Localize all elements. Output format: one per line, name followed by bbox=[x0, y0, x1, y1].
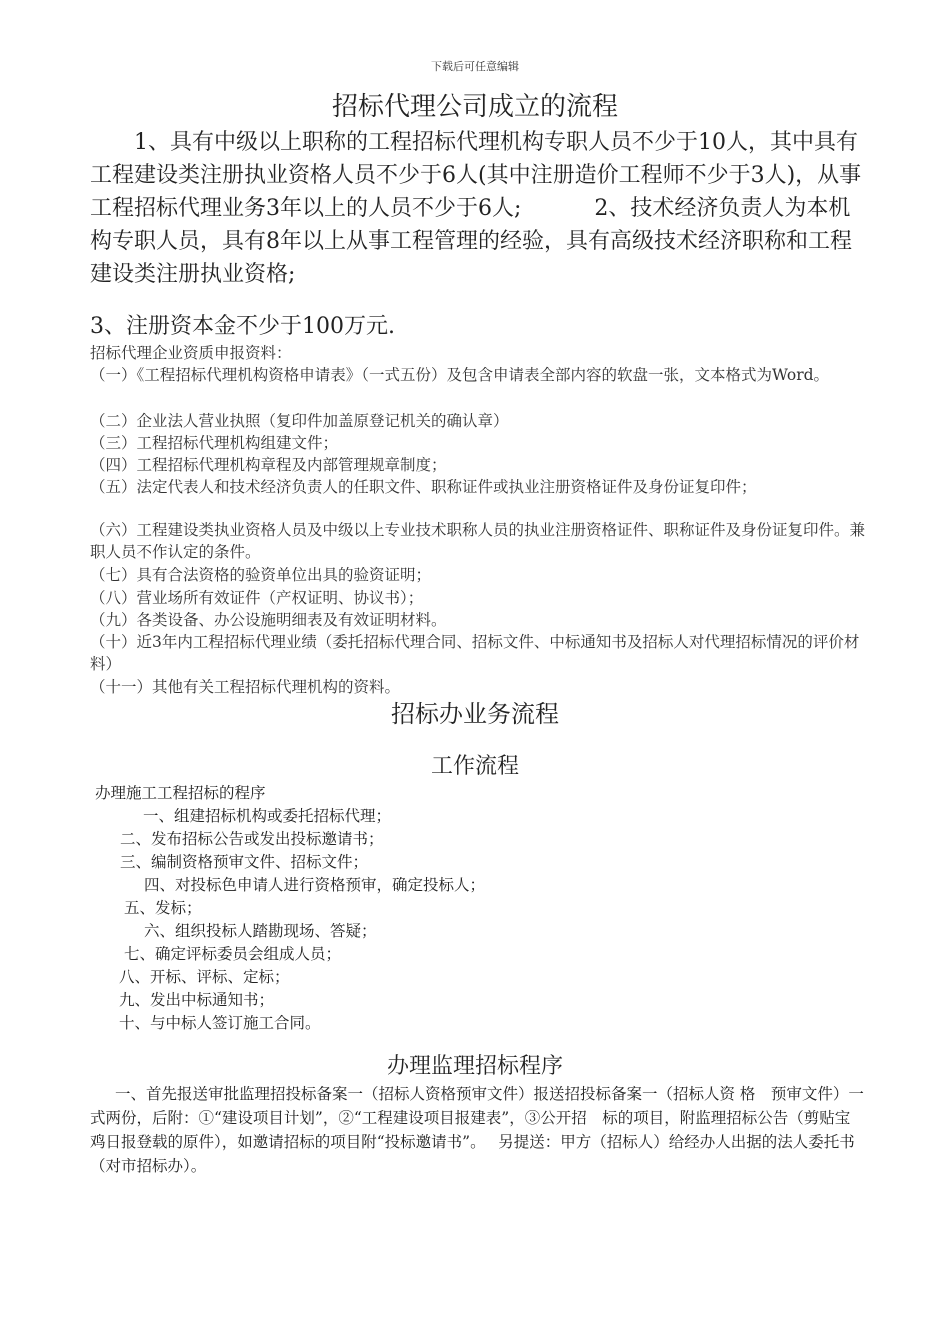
procedure-step: 四、对投标色申请人进行资格预审，确定投标人； bbox=[144, 876, 486, 894]
procedure-step: 六、组织投标人踏勘现场、答疑； bbox=[144, 922, 377, 940]
procedure-step: 五、发标； bbox=[124, 899, 202, 917]
materials-item: （十）近3年内工程招标代理业绩（委托招标代理合同、招标文件、中标通知书及招标人对代理招标情况的评价材料） bbox=[90, 633, 860, 673]
procedure-step: 十、与中标人签订施工合同。 bbox=[119, 1014, 321, 1032]
supervision-paragraph: 一、首先报送审批监理招投标备案一（招标人资格预审文件）报送招投标备案一（招标人资 格 预审文件）一式两份，后附：①“建设项目计划”，②“工程建设项目报建表”，③公开招 标的项目，附监理招标公告（剪贴宝鸡日报登载的原件），如邀请招标的项目附“投标邀请书”。 另提送：甲方（招标人）给经办人出据的法人委托书（对市招标办）。 bbox=[90, 1085, 864, 1175]
section-title-bidding-office: 招标办业务流程 bbox=[391, 700, 559, 728]
materials-item: （九）各类设备、办公设施明细表及有效证明材料。 bbox=[90, 611, 447, 629]
requirement-capital: 3、注册资本金不少于100万元. bbox=[90, 314, 395, 339]
materials-item: （一）《工程招标代理机构资格申请表》（一式五份）及包含申请表全部内容的软盘一张，文本格式为Word。 bbox=[90, 366, 830, 384]
section-title-supervision: 办理监理招标程序 bbox=[386, 1054, 563, 1079]
header-note: 下载后可任意编辑 bbox=[431, 60, 519, 73]
procedure-step: 七、确定评标委员会组成人员； bbox=[124, 945, 342, 963]
procedure-heading: 办理施工工程招标的程序 bbox=[95, 784, 266, 802]
materials-item: （十一）其他有关工程招标代理机构的资料。 bbox=[90, 678, 401, 696]
materials-item: （六）工程建设类执业资格人员及中级以上专业技术职称人员的执业注册资格证件、职称证件及身份证复印件。兼职人员不作认定的条件。 bbox=[90, 521, 866, 561]
requirements-paragraph: 1、具有中级以上职称的工程招标代理机构专职人员不少于10人，其中具有工程建设类注册执业资格人员不少于6人(其中注册造价工程师不少于3人)，从事工程招标代理业务3年以上的人员不少于6人; 2、技术经济负责人为本机构专职人员，具有8年以上从事工程管理的经验，具有高级技术经济职称和工程建设类注册执业资格; bbox=[90, 130, 862, 287]
materials-item: （四）工程招标代理机构章程及内部管理规章制度； bbox=[90, 456, 447, 474]
procedure-step: 一、组建招标机构或委托招标代理； bbox=[143, 807, 392, 825]
procedure-step: 二、发布招标公告或发出投标邀请书； bbox=[120, 830, 384, 848]
section-title-workflow: 工作流程 bbox=[430, 754, 519, 779]
materials-heading: 招标代理企业资质申报资料： bbox=[90, 344, 292, 362]
page-title: 招标代理公司成立的流程 bbox=[331, 92, 618, 122]
procedure-step: 九、发出中标通知书； bbox=[119, 991, 275, 1009]
materials-item: （三）工程招标代理机构组建文件； bbox=[90, 434, 339, 452]
materials-item: （八）营业场所有效证件（产权证明、协议书）； bbox=[90, 589, 424, 607]
materials-item: （七）具有合法资格的验资单位出具的验资证明； bbox=[90, 566, 432, 584]
procedure-step: 八、开标、评标、定标； bbox=[119, 968, 290, 986]
materials-item: （五）法定代表人和技术经济负责人的任职文件、职称证件或执业注册资格证件及身份证复印件； bbox=[90, 478, 757, 496]
procedure-step: 三、编制资格预审文件、招标文件； bbox=[120, 853, 369, 871]
materials-item: （二）企业法人营业执照（复印件加盖原登记机关的确认章） bbox=[90, 412, 509, 430]
